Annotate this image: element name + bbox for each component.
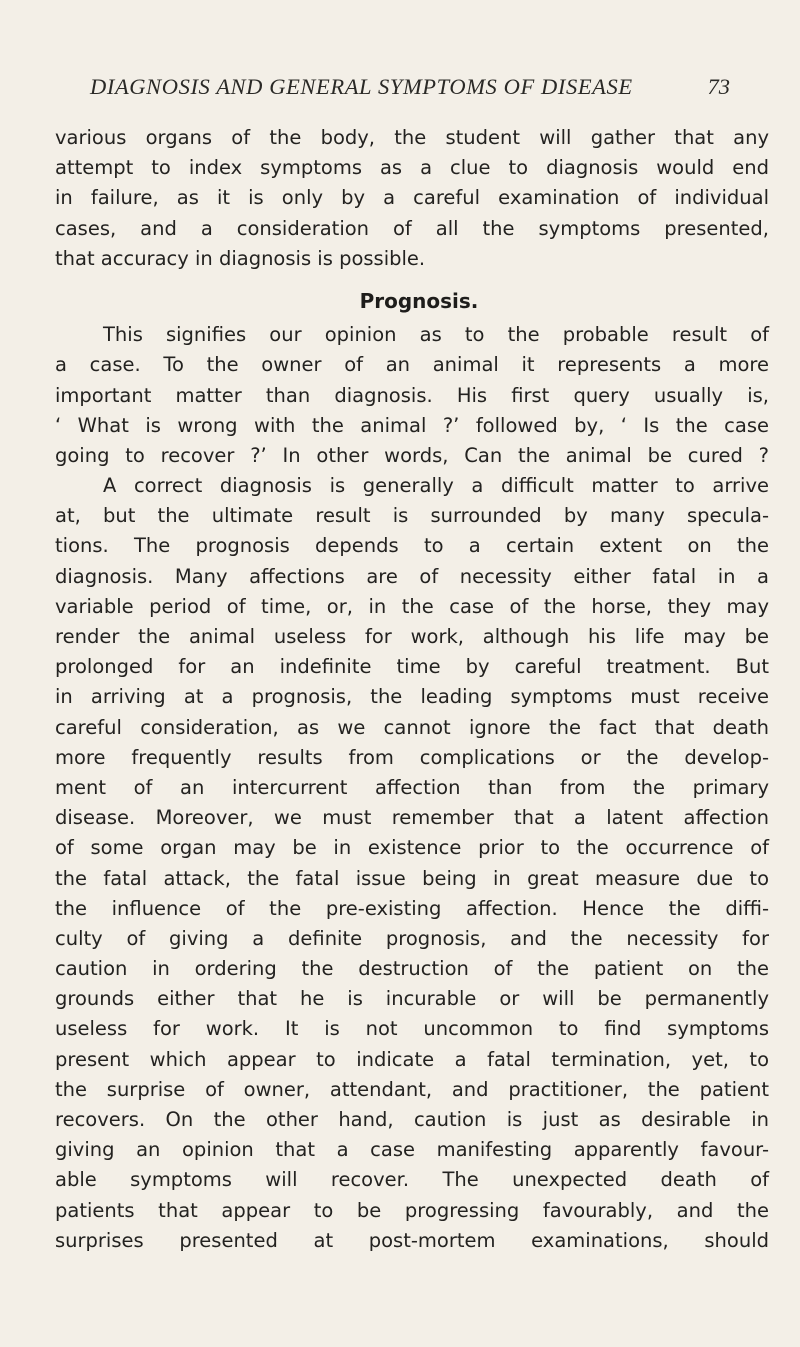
text-line: going to recover ?’ In other words, Can the animal be cured ? [55,443,769,467]
text-line: variable period of time, or, in the case of the horse, they may [55,594,769,618]
body-text [55,123,769,1256]
prognosis-paragraph-1 [55,320,769,471]
text-line: careful consideration, as we cannot ignore the fact that death [55,715,769,739]
text-line: the fatal attack, the fatal issue being in great measure due to [55,866,769,890]
text-line: render the animal useless for work, although his life may be [55,625,769,648]
text-line: the surprise of owner, attendant, and practitioner, the patient [55,1077,769,1101]
section-heading-prognosis: Prognosis. [359,288,479,313]
text-line: important matter than diagnosis. His first query usually is, [55,383,769,407]
text-line: surprises presented at post-mortem examinations, should [55,1228,769,1252]
text-line: diagnosis. Many affections are of necessity either fatal in a [55,564,769,588]
text-line: in failure, as it is only by a careful examination of individual [55,186,769,210]
text-line: various organs of the body, the student will gather that any [55,126,769,149]
text-line: disease. Moreover, we must remember that a latent affection [55,806,769,830]
text-line: in arriving at a prognosis, the leading symptoms must receive [55,685,769,709]
text-line: the influence of the pre-existing affection. Hence the diffi- [55,896,769,920]
text-line: cases, and a consideration of all the symptoms presented, [55,216,769,240]
text-line: tions. The prognosis depends to a certain extent on the [55,534,769,558]
text-line: more frequently results from complications or the develop- [55,745,769,769]
text-line: that accuracy in diagnosis is possible. [55,246,426,270]
text-line: ment of an intercurrent affection than from the primary [55,775,769,799]
text-line: recovers. On the other hand, caution is just as desirable in [55,1108,769,1131]
intro-paragraph [55,123,769,274]
text-line: of some organ may be in existence prior to the occurrence of [55,836,769,860]
text-line: able symptoms will recover. The unexpected death of [55,1168,769,1192]
text-line: prolonged for an indefinite time by careful treatment. But [55,655,769,679]
text-line: present which appear to indicate a fatal termination, yet, to [55,1047,769,1071]
text-line: This signifies our opinion as to the probable result of [103,323,769,347]
text-line: attempt to index symptoms as a clue to diagnosis would end [55,156,769,180]
text-line: patients that appear to be progressing favourably, and the [55,1198,769,1222]
prognosis-paragraph-2 [55,471,769,1256]
text-line: giving an opinion that a case manifesting apparently favour- [55,1138,769,1162]
text-line: useless for work. It is not uncommon to find symptoms [55,1017,769,1041]
text-line: ‘ What is wrong with the animal ?’ followed by, ‘ Is the case [55,413,769,437]
text-line: caution in ordering the destruction of the patient on the [55,957,769,981]
text-line: a case. To the owner of an animal it represents a more [55,353,769,377]
text-line: grounds either that he is incurable or will be permanently [55,987,769,1011]
running-head [90,74,730,114]
running-head-title: DIAGNOSIS AND GENERAL SYMPTOMS OF DISEASE [90,74,633,99]
text-line: A correct diagnosis is generally a difficult matter to arrive [103,474,769,498]
text-line: culty of giving a definite prognosis, and the necessity for [55,926,769,950]
page-number: 73 [707,74,730,99]
text-line: at, but the ultimate result is surrounded by many specula- [55,504,769,528]
